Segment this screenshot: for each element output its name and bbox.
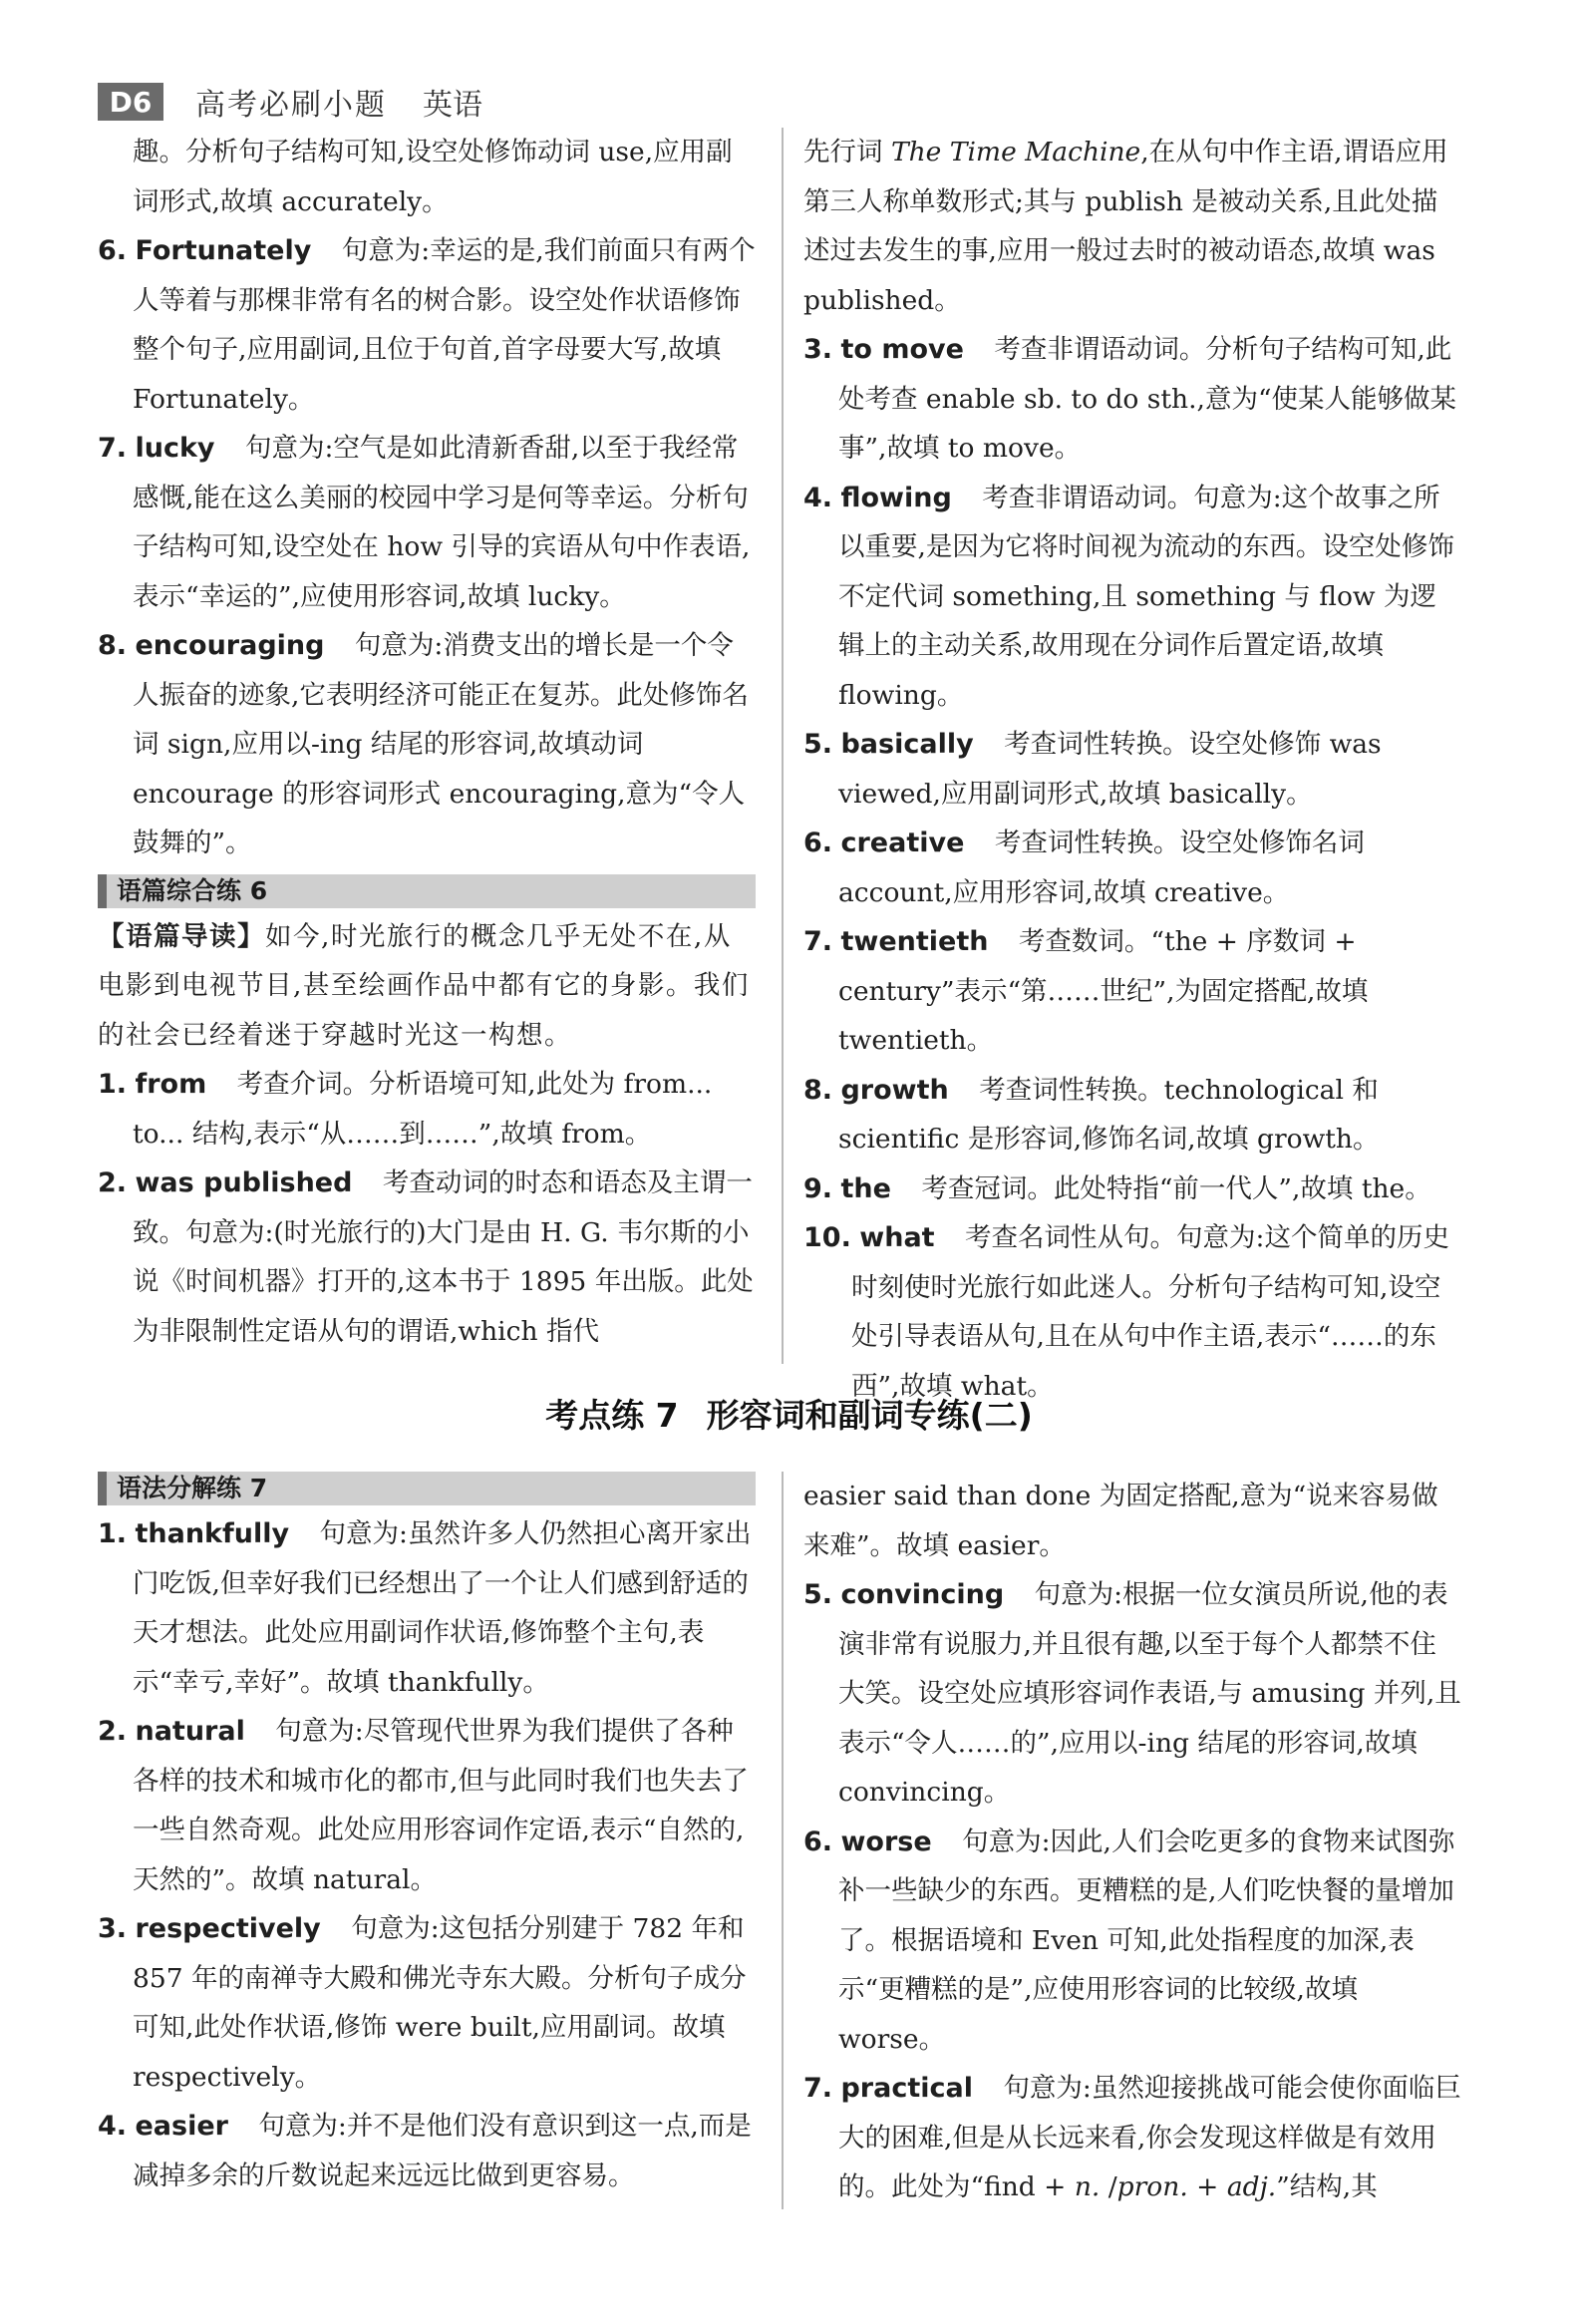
item-explanation: 考查非谓语动词。句意为:这个故事之所以重要,是因为它将时间视为流动的东西。设空处修饰不定代词 something,且 something 与 flow 为逻辑上的主动关系,故用现在分词作后置定语,故填 flowing。 <box>838 482 1454 711</box>
item-number: 6. <box>803 1826 833 1857</box>
item-explanation: 句意为:消费支出的增长是一个令人振奋的迹象,它表明经济可能正在复苏。此处修饰名词 sign,应用以-ing 结尾的形容词,故填动词 encourage 的形容词形式 encouraging,意为“令人鼓舞的”。 <box>133 630 749 858</box>
item-number: 1. <box>98 1518 128 1549</box>
answer-item <box>98 1509 756 1707</box>
item-answer: from <box>135 1069 207 1100</box>
item-number: 9. <box>803 1172 833 1204</box>
subject-label: 英语 <box>423 88 482 123</box>
item-explanation: 考查数词。“the + 序数词 + century”表示“第……世纪”,为固定搭配,故填 twentieth。 <box>838 926 1369 1056</box>
guide-label: 【语篇导读】 <box>98 920 265 952</box>
item-answer: to move <box>840 334 964 365</box>
item-explanation: 句意为:幸运的是,我们前面只有两个人等着与那棵非常有名的树合影。设空处作状语修饰整个句子,应用副词,且位于句首,首字母要大写,故填 Fortunately。 <box>133 235 756 415</box>
item-number: 6. <box>803 828 833 858</box>
item-explanation: 句意为:并不是他们没有意识到这一点,而是减掉多余的斤数说起来远远比做到更容易。 <box>133 2111 752 2191</box>
item-explanation: 句意为:空气是如此清新香甜,以至于我经常感慨,能在这么美丽的校园中学习是何等幸运。分析句子结构可知,设空处在 how 引导的宾语从句中作表语,表示“幸运的”,应使用形容词,故填 lucky。 <box>133 433 751 612</box>
item-number: 1. <box>98 1069 128 1100</box>
answer-item <box>98 1060 756 1159</box>
passage-guide <box>98 912 756 1061</box>
item-answer: basically <box>840 729 974 760</box>
item-explanation: 句意为:因此,人们会吃更多的食物来试图弥补一些缺少的东西。更糟糕的是,人们吃快餐的量增加了。根据语境和 Even 可知,此处指程度的加深,表示“更糟糕的是”,应使用形容词的比较级,故填 worse。 <box>838 1826 1455 2055</box>
answer-item <box>803 1570 1461 1818</box>
item-number: 3. <box>98 1913 128 1944</box>
answer-item <box>98 1159 756 1356</box>
item-answer: respectively <box>135 1913 321 1944</box>
item-number: 2. <box>98 1716 128 1747</box>
top-right-column <box>803 128 1461 1411</box>
item-number: 7. <box>803 926 833 957</box>
answer-item <box>98 2102 756 2200</box>
answer-item <box>98 1904 756 2102</box>
answer-item <box>803 474 1461 721</box>
exercise-title <box>0 1390 1578 1437</box>
item-answer: encouraging <box>135 630 325 661</box>
item-number: 6. <box>98 235 128 266</box>
item-explanation: 句意为:这包括分别建于 782 年和 857 年的南禅寺大殿和佛光寺东大殿。分析句子成分可知,此处作状语,修饰 were built,应用副词。故填 respectively。 <box>133 1913 747 2093</box>
continued-text: 趣。分析句子结构可知,设空处修饰动词 use,应用副词形式,故填 accurately。 <box>133 137 733 217</box>
answer-item <box>803 1213 1461 1411</box>
answer-item <box>803 1818 1461 2065</box>
item-explanation: 考查冠词。此处特指“前一代人”,故填 the。 <box>921 1172 1431 1204</box>
item-number: 5. <box>803 729 833 760</box>
column-divider <box>782 128 784 1364</box>
exercise-number: 考点练 7 <box>545 1396 679 1435</box>
answer-item <box>98 226 756 424</box>
item-explanation: 考查动词的时态和语态及主谓一致。句意为:(时光旅行的)大门是由 H. G. 韦尔斯的小说《时间机器》打开的,这本书于 1895 年出版。此处为非限制性定语从句的谓语,which 指代 <box>133 1167 754 1347</box>
item-number: 5. <box>803 1579 833 1610</box>
bottom-left-column <box>98 1472 756 2200</box>
item-answer: Fortunately <box>135 235 312 266</box>
book-title: 高考必刷小题 <box>195 88 387 123</box>
item-number: 8. <box>803 1074 833 1106</box>
item-explanation: 句意为:尽管现代世界为我们提供了各种各样的技术和城市化的都市,但与此同时我们也失去了一些自然奇观。此处应用形容词作定语,表示“自然的,天然的”。故填 natural。 <box>133 1716 749 1895</box>
item-explanation: 考查词性转换。设空处修饰 was viewed,应用副词形式,故填 basically。 <box>838 729 1382 810</box>
exercise-topic: 形容词和副词专练(二) <box>706 1396 1033 1435</box>
item-number: 8. <box>98 630 128 661</box>
guide-text: 如今,时光旅行的概念几乎无处不在,从电影到电视节目,甚至绘画作品中都有它的身影。我们的社会已经着迷于穿越时光这一构想。 <box>98 920 750 1051</box>
page-number-badge: D6 <box>98 83 163 121</box>
answer-item <box>803 917 1461 1066</box>
item-explanation: 考查名词性从句。句意为:这个简单的历史时刻使时光旅行如此迷人。分析句子结构可知,设空处引导表语从句,且在从句中作主语,表示“……的东西”,故填 what。 <box>851 1222 1449 1402</box>
page-header <box>98 80 482 124</box>
answer-item <box>803 325 1461 474</box>
item-answer: the <box>840 1172 891 1204</box>
item-number: 10. <box>803 1222 851 1253</box>
section-heading: 语法分解练 7 <box>98 1472 756 1505</box>
top-left-column <box>98 128 756 1356</box>
item-number: 2. <box>98 1167 128 1198</box>
answer-item <box>98 621 756 868</box>
item-answer: natural <box>135 1716 245 1747</box>
bottom-right-column <box>803 1472 1461 2212</box>
item-answer: flowing <box>840 482 952 513</box>
item-number: 4. <box>98 2111 128 2142</box>
item-answer: was published <box>135 1167 353 1198</box>
answer-item <box>803 1164 1461 1214</box>
item-explanation: 句意为:虽然迎接挑战可能会使你面临巨大的困难,但是从长远来看,你会发现这样做是有效用的。此处为“find + n. /pron. + adj.”结构,其 <box>838 2073 1461 2202</box>
answer-item <box>803 1066 1461 1164</box>
item-explanation: 句意为:根据一位女演员所说,他的表演非常有说服力,并且很有趣,以至于每个人都禁不住大笑。设空处应填形容词作表语,与 amusing 并列,且表示“令人……的”,应用以-ing 结尾的形容词,故填 convincing。 <box>838 1579 1461 1808</box>
item-explanation: 考查介词。分析语境可知,此处为 from... to... 结构,表示“从……到……”,故填 from。 <box>133 1069 713 1150</box>
item-number: 7. <box>98 433 128 464</box>
item-number: 4. <box>803 482 833 513</box>
item-answer: creative <box>840 828 965 858</box>
answer-item <box>803 720 1461 819</box>
continued-text: 先行词 The Time Machine,在从句中作主语,谓语应用第三人称单数形式;其与 publish 是被动关系,且此处描述过去发生的事,应用一般过去时的被动语态,故填 was published。 <box>803 137 1448 316</box>
item-answer: twentieth <box>840 926 989 957</box>
book-title-italic: The Time Machine <box>890 137 1141 167</box>
answer-item <box>803 2064 1461 2212</box>
section-heading: 语篇综合练 6 <box>98 874 756 908</box>
item-answer: convincing <box>840 1579 1005 1610</box>
column-divider <box>782 1472 784 2209</box>
item-number: 7. <box>803 2073 833 2104</box>
continued-text: easier said than done 为固定搭配,意为“说来容易做来难”。故填 easier。 <box>803 1481 1438 1561</box>
item-answer: thankfully <box>135 1518 290 1549</box>
item-answer: easier <box>135 2111 228 2142</box>
item-answer: practical <box>840 2073 973 2104</box>
answer-item <box>803 819 1461 917</box>
item-explanation: 句意为:虽然许多人仍然担心离开家出门吃饭,但幸好我们已经想出了一个让人们感到舒适的天才想法。此处应用副词作状语,修饰整个主句,表示“幸亏,幸好”。故填 thankfully。 <box>133 1518 752 1698</box>
item-answer: what <box>859 1222 935 1253</box>
item-explanation: 考查非谓语动词。分析句子结构可知,此处考查 enable sb. to do sth.,意为“使某人能够做某事”,故填 to move。 <box>838 334 1457 464</box>
item-explanation: 考查词性转换。technological 和 scientific 是形容词,修饰名词,故填 growth。 <box>838 1074 1380 1155</box>
item-answer: growth <box>840 1074 949 1106</box>
item-explanation: 考查词性转换。设空处修饰名词 account,应用形容词,故填 creative。 <box>838 828 1365 908</box>
item-answer: worse <box>840 1826 932 1857</box>
answer-item <box>98 1707 756 1904</box>
answer-item <box>98 424 756 621</box>
item-answer: lucky <box>135 433 215 464</box>
item-number: 3. <box>803 334 833 365</box>
